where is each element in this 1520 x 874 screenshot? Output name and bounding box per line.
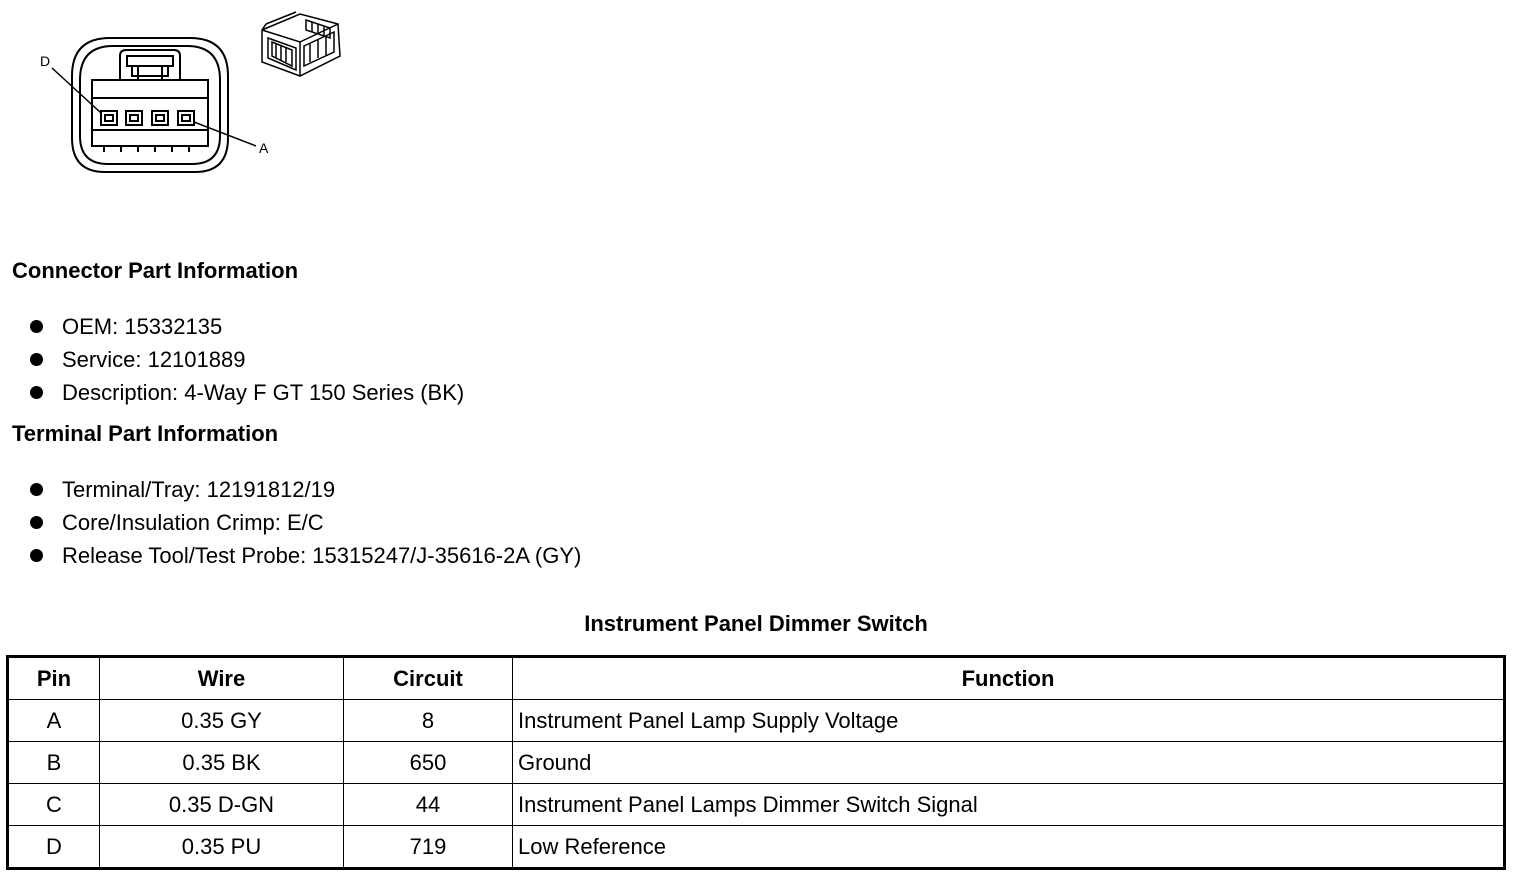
pin-cell: D — [8, 826, 100, 869]
function-cell: Ground — [513, 742, 1505, 784]
wire-cell: 0.35 D-GN — [100, 784, 344, 826]
table-row — [8, 784, 1505, 826]
table-row — [8, 826, 1505, 869]
column-header-circuit: Circuit — [344, 657, 513, 700]
cavity-b — [152, 111, 168, 125]
function-cell: Low Reference — [513, 826, 1505, 869]
connector-part-list — [30, 310, 464, 409]
connector-isometric-view — [262, 12, 340, 76]
table-header-row — [8, 657, 1505, 700]
pin-label-a: A — [259, 140, 269, 156]
table-row — [8, 742, 1505, 784]
list-item: Core/Insulation Crimp: E/C — [30, 506, 581, 539]
cavity-a — [178, 111, 194, 125]
circuit-cell: 719 — [344, 826, 513, 869]
list-item: Terminal/Tray: 12191812/19 — [30, 473, 581, 506]
function-cell: Instrument Panel Lamp Supply Voltage — [513, 700, 1505, 742]
bullet-icon — [30, 320, 43, 333]
table-row — [8, 700, 1505, 742]
list-item: Description: 4-Way F GT 150 Series (BK) — [30, 376, 464, 409]
pin-cell: B — [8, 742, 100, 784]
terminal-part-heading: Terminal Part Information — [12, 421, 279, 446]
connector-housing-outline — [72, 38, 228, 172]
pin-label-d: D — [40, 53, 51, 69]
bullet-icon — [30, 549, 43, 562]
circuit-cell: 8 — [344, 700, 513, 742]
connector-diagram — [0, 0, 380, 190]
wire-cell: 0.35 BK — [100, 742, 344, 784]
bullet-icon — [30, 353, 43, 366]
cavity-d — [101, 111, 117, 125]
bullet-icon — [30, 483, 43, 496]
leader-line-a — [194, 122, 256, 146]
list-item: Service: 12101889 — [30, 343, 464, 376]
terminal-part-list — [30, 473, 581, 572]
wire-cell: 0.35 PU — [100, 826, 344, 869]
leader-line-d — [52, 68, 101, 113]
table-title: Instrument Panel Dimmer Switch — [584, 611, 928, 636]
pinout-table — [6, 655, 1506, 870]
list-item: OEM: 15332135 — [30, 310, 464, 343]
function-cell: Instrument Panel Lamps Dimmer Switch Signal — [513, 784, 1505, 826]
column-header-function: Function — [513, 657, 1505, 700]
connector-part-heading: Connector Part Information — [12, 258, 299, 283]
circuit-cell: 650 — [344, 742, 513, 784]
wire-cell: 0.35 GY — [100, 700, 344, 742]
bullet-icon — [30, 386, 43, 399]
bullet-icon — [30, 516, 43, 529]
pin-cell: A — [8, 700, 100, 742]
pin-cell: C — [8, 784, 100, 826]
column-header-pin: Pin — [8, 657, 100, 700]
list-item: Release Tool/Test Probe: 15315247/J-35616-2A (GY) — [30, 539, 581, 572]
column-header-wire: Wire — [100, 657, 344, 700]
circuit-cell: 44 — [344, 784, 513, 826]
cavity-c — [126, 111, 142, 125]
